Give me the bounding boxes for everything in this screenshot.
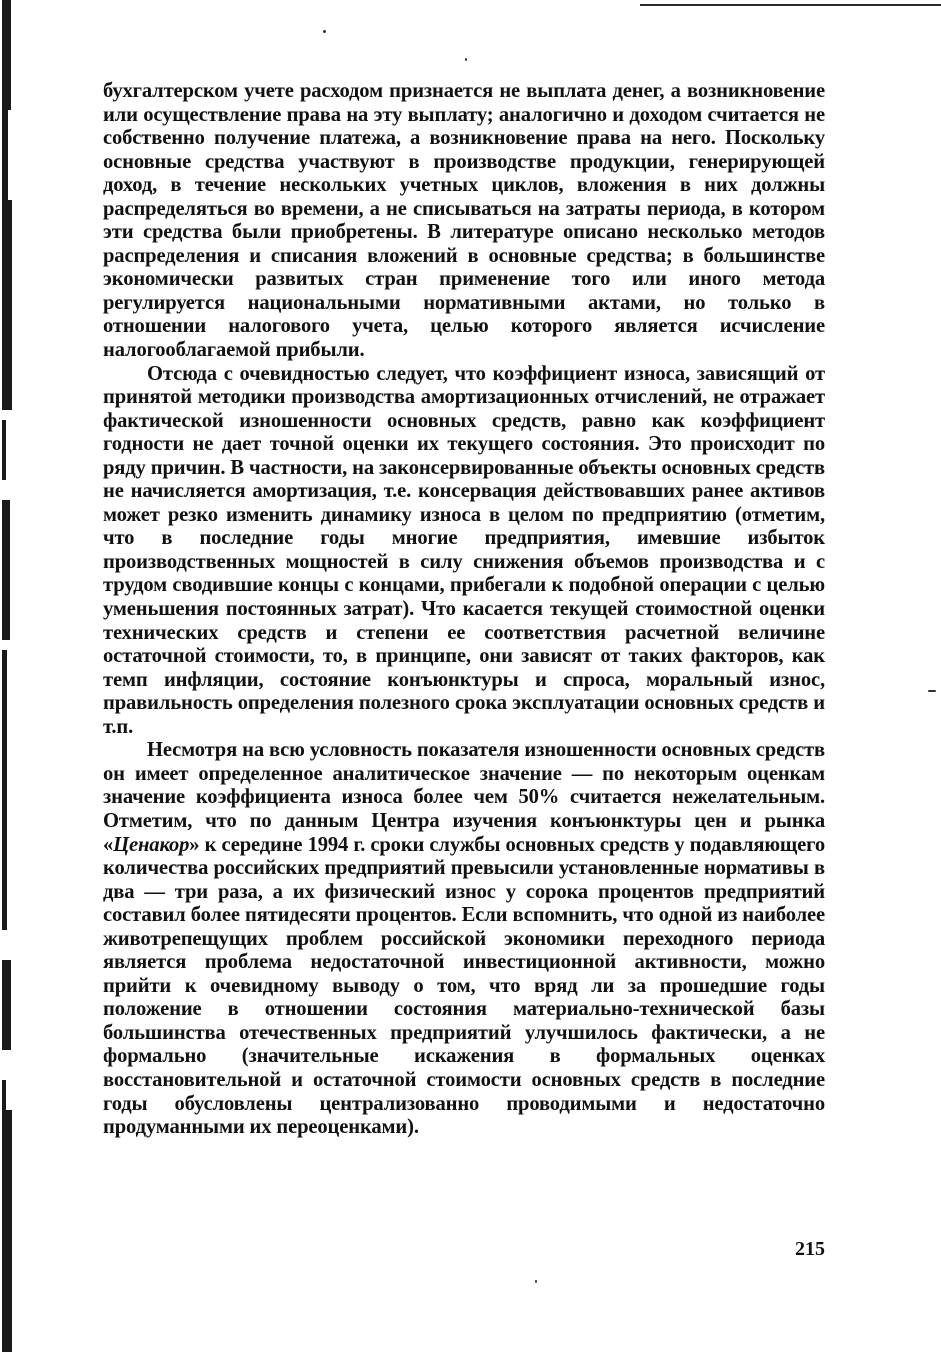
paragraph-1 [103,80,825,363]
paragraph-2-text: Отсюда с очевидностью следует, что коэффициент износа, зависящий от принятой методики производства амортизационных отчислений, не отражает фактической изношенности основных средств, равно как коэффициент годности не дает точной оценки их текущего состояния. Это происходит по ряду причин. В частности, на законсервированные объекты основных средств не начисляется амортизация, т.е. консервация действовавших ранее активов может резко изменить динамику износа в целом по предприятию (отметим, что в последние годы многие предприятия, имевшие избыток производственных мощностей в силу снижения объемов производства и с трудом сводившие концы с концами, прибегали к подобной операции с целью уменьшения постоянных затрат). Что касается текущей стоимостной оценки технических средств и степени ее соответствия расчетной величине остаточной стоимости, то, в принципе, они зависят от таких факторов, как темп инфляции, состояние конъюнктуры и спроса, моральный износ, правильность определения полезного срока эксплуатации основных средств и т.п. [103,362,825,738]
scan-speck [535,1280,537,1283]
scan-speck [323,30,326,33]
scan-spine-shadow [0,0,14,1352]
page-body [103,80,825,1140]
top-rule [640,4,941,6]
paragraph-2 [103,363,825,740]
page-number: 215 [795,1238,825,1260]
paragraph-3-text-after: » к середине 1994 г. сроки службы основных средств у подавляющего количества российских предприятий превысили установленные нормативы в два — три раза, а их физический износ у сорока процентов предприятий составил более пятидесяти процентов. Если вспомнить, что одной из наиболее животрепещущих проблем российской экономики переходного периода является проблема недостаточной инвестиционной активности, можно прийти к очевидному выводу о том, что вряд ли за прошедшие годы положение в отношении состояния материально-технической базы большинства отечественных предприятий улучшилось фактически, а не формально (значительные искажения в формальных оценках восстановительной и остаточной стоимости основных средств в последние годы обусловлены централизованно проводимыми и недостаточно продуманными их переоценками). [103,833,825,1139]
paragraph-3-text-before: Несмотря на всю условность показателя изношенности основных средств он имеет определенное аналитическое значение — по некоторым оценкам значение коэффициента износа более чем 50% считается нежелательным. Отметим, что по данным Центра изучения конъюнктуры цен и рынка « [103,739,825,856]
scan-speck [465,58,467,61]
paragraph-3 [103,739,825,1139]
paragraph-3-italic-name: Ценакор [113,833,190,856]
scan-speck [928,690,936,692]
paragraph-1-text: бухгалтерском учете расходом признается не выплата денег, а возникновение или осуществление права на эту выплату; аналогично и доходом считается не собственно получение платежа, а возникновение права на него. Поскольку основные средства участвуют в производстве продукции, генерирующей доход, в течение нескольких учетных циклов, вложения в них должны распределяться во времени, а не списываться на затраты периода, в котором эти средства были приобретены. В литературе описано несколько методов распределения и списания вложений в основные средства; в большинстве экономически развитых стран применение того или иного метода регулируется национальными нормативными актами, но только в отношении налогового учета, целью которого является исчисление налогооблагаемой прибыли. [103,80,825,362]
